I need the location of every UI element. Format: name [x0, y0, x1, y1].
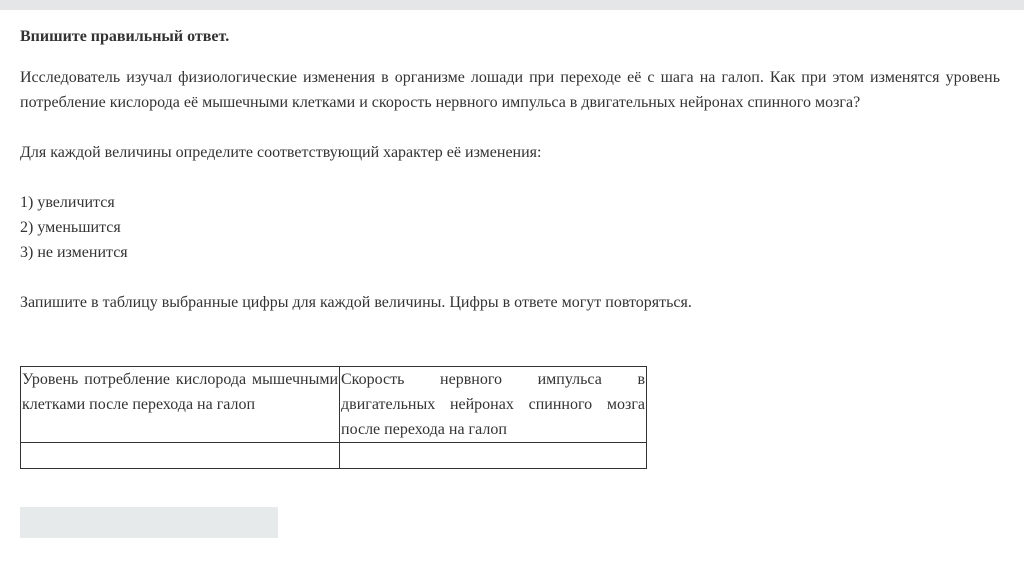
question-text: Исследователь изучал физиологические изменения в организме лошади при переходе её с шага на галоп. Как при этом изменятся уровень потребление кислорода её мышечными клетками и скорость нервного импульса в двигательных нейронах спинного мозга?: [20, 69, 1000, 111]
instruction-text: Для каждой величины определите соответствующий характер её изменения:: [20, 144, 542, 161]
task-content: [20, 24, 1000, 315]
answer-table-input-row: [21, 443, 647, 469]
table-instruction-text: Запишите в таблицу выбранные цифры для каждой величины. Цифры в ответе могут повторяться.: [20, 294, 692, 311]
header-oxygen-consumption: Уровень потребление кислорода мышечными клетками после перехода на галоп: [21, 367, 340, 443]
top-bar: [0, 0, 1024, 10]
answer-table: [20, 366, 647, 469]
answer-cell-nerve-impulse[interactable]: [340, 443, 647, 469]
answer-table-header-row: [21, 367, 647, 443]
answer-cell-oxygen[interactable]: [21, 443, 340, 469]
option-increase: 1) увеличится: [20, 194, 115, 211]
answer-input[interactable]: [20, 507, 278, 538]
task-heading: Впишите правильный ответ.: [20, 28, 230, 45]
header-nerve-impulse-speed: Скорость нервного импульса в двигательных нейронах спинного мозга после перехода на галоп: [340, 367, 647, 443]
option-no-change: 3) не изменится: [20, 244, 128, 261]
option-decrease: 2) уменьшится: [20, 219, 121, 236]
